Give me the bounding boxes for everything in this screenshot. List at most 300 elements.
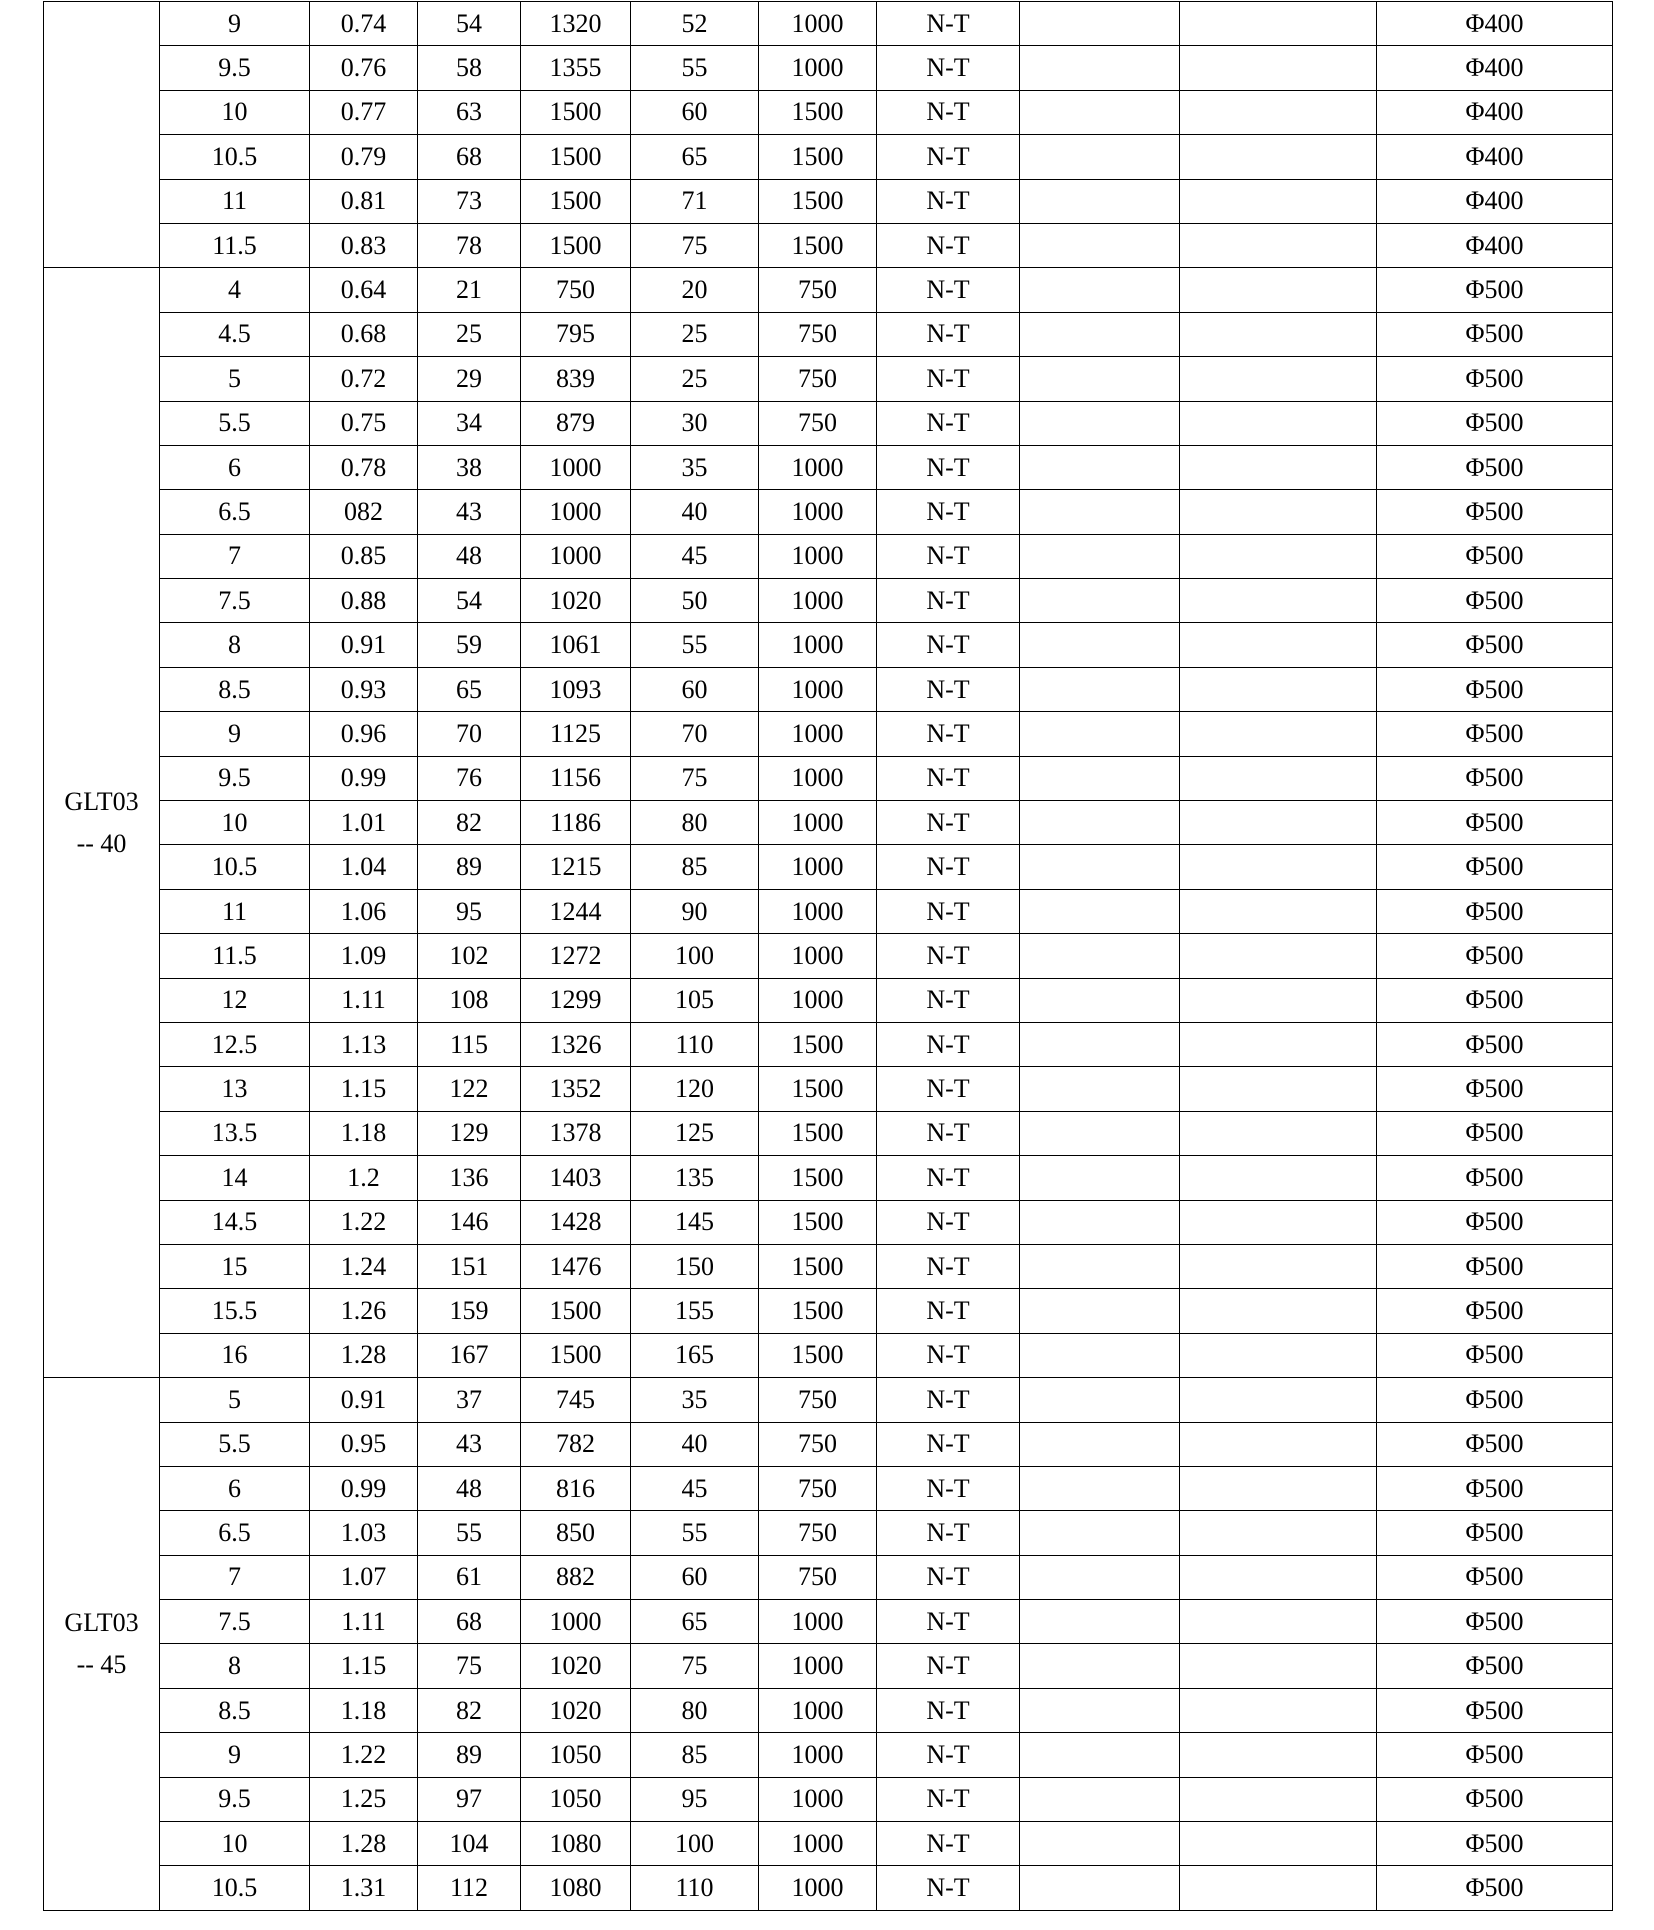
cell-speed: 7 (160, 1555, 310, 1599)
cell-speed: 8.5 (160, 667, 310, 711)
cell-power: 1.22 (310, 1200, 418, 1244)
cell-capacity: 73 (418, 179, 521, 223)
cell-spare-a (1020, 1600, 1180, 1644)
cell-spare-b (1180, 623, 1377, 667)
table-row (44, 312, 1613, 356)
cell-type: N-T (877, 1688, 1020, 1732)
cell-length: 1020 (521, 1644, 631, 1688)
cell-rpm: 1000 (759, 845, 877, 889)
cell-flow: 20 (631, 268, 759, 312)
table-row (44, 1777, 1613, 1821)
cell-capacity: 159 (418, 1289, 521, 1333)
cell-speed: 5.5 (160, 1422, 310, 1466)
cell-length: 1186 (521, 801, 631, 845)
cell-diameter: Φ500 (1377, 1244, 1613, 1288)
cell-power: 1.2 (310, 1156, 418, 1200)
cell-spare-b (1180, 978, 1377, 1022)
cell-spare-b (1180, 579, 1377, 623)
cell-diameter: Φ500 (1377, 490, 1613, 534)
cell-power: 1.24 (310, 1244, 418, 1288)
cell-length: 816 (521, 1466, 631, 1510)
cell-spare-b (1180, 1822, 1377, 1866)
cell-spare-a (1020, 1866, 1180, 1910)
cell-speed: 11.5 (160, 223, 310, 267)
cell-capacity: 59 (418, 623, 521, 667)
cell-spare-a (1020, 268, 1180, 312)
table-row (44, 1333, 1613, 1377)
cell-type: N-T (877, 1466, 1020, 1510)
cell-spare-b (1180, 223, 1377, 267)
cell-length: 1500 (521, 1333, 631, 1377)
cell-spare-b (1180, 1688, 1377, 1732)
cell-rpm: 1500 (759, 1200, 877, 1244)
cell-capacity: 34 (418, 401, 521, 445)
cell-spare-b (1180, 534, 1377, 578)
spec-table-body (44, 2, 1613, 1911)
cell-rpm: 1500 (759, 179, 877, 223)
cell-length: 1125 (521, 712, 631, 756)
cell-diameter: Φ500 (1377, 1111, 1613, 1155)
cell-type: N-T (877, 401, 1020, 445)
cell-spare-b (1180, 1289, 1377, 1333)
cell-speed: 9 (160, 712, 310, 756)
cell-diameter: Φ500 (1377, 1289, 1613, 1333)
cell-spare-a (1020, 1200, 1180, 1244)
cell-diameter: Φ500 (1377, 667, 1613, 711)
table-row (44, 756, 1613, 800)
cell-capacity: 37 (418, 1378, 521, 1422)
cell-spare-a (1020, 1022, 1180, 1066)
cell-rpm: 1500 (759, 135, 877, 179)
cell-diameter: Φ500 (1377, 534, 1613, 578)
table-row (44, 1555, 1613, 1599)
cell-power: 0.68 (310, 312, 418, 356)
table-row (44, 1422, 1613, 1466)
cell-capacity: 95 (418, 889, 521, 933)
cell-diameter: Φ500 (1377, 1466, 1613, 1510)
cell-speed: 15.5 (160, 1289, 310, 1333)
table-row (44, 1111, 1613, 1155)
cell-capacity: 58 (418, 46, 521, 90)
cell-capacity: 136 (418, 1156, 521, 1200)
cell-flow: 75 (631, 756, 759, 800)
cell-diameter: Φ500 (1377, 1067, 1613, 1111)
cell-speed: 7 (160, 534, 310, 578)
cell-type: N-T (877, 1156, 1020, 1200)
cell-rpm: 1000 (759, 1644, 877, 1688)
cell-length: 1378 (521, 1111, 631, 1155)
cell-capacity: 48 (418, 534, 521, 578)
cell-flow: 80 (631, 1688, 759, 1732)
cell-spare-a (1020, 712, 1180, 756)
cell-rpm: 1000 (759, 445, 877, 489)
cell-rpm: 1000 (759, 712, 877, 756)
table-row (44, 445, 1613, 489)
cell-spare-b (1180, 268, 1377, 312)
cell-spare-b (1180, 401, 1377, 445)
cell-capacity: 48 (418, 1466, 521, 1510)
cell-capacity: 82 (418, 1688, 521, 1732)
cell-spare-a (1020, 1511, 1180, 1555)
cell-rpm: 750 (759, 1466, 877, 1510)
cell-capacity: 122 (418, 1067, 521, 1111)
cell-power: 0.78 (310, 445, 418, 489)
cell-flow: 50 (631, 579, 759, 623)
cell-power: 0.99 (310, 1466, 418, 1510)
cell-spare-a (1020, 46, 1180, 90)
cell-speed: 12 (160, 978, 310, 1022)
cell-power: 0.91 (310, 1378, 418, 1422)
cell-length: 1000 (521, 534, 631, 578)
cell-rpm: 1000 (759, 46, 877, 90)
cell-length: 882 (521, 1555, 631, 1599)
cell-spare-b (1180, 845, 1377, 889)
cell-length: 1500 (521, 223, 631, 267)
cell-diameter: Φ500 (1377, 845, 1613, 889)
cell-flow: 25 (631, 357, 759, 401)
cell-speed: 9.5 (160, 756, 310, 800)
cell-speed: 11.5 (160, 934, 310, 978)
cell-type: N-T (877, 268, 1020, 312)
cell-spare-b (1180, 1244, 1377, 1288)
cell-flow: 155 (631, 1289, 759, 1333)
cell-type: N-T (877, 1289, 1020, 1333)
cell-spare-b (1180, 1111, 1377, 1155)
cell-flow: 25 (631, 312, 759, 356)
cell-length: 1000 (521, 490, 631, 534)
cell-speed: 6.5 (160, 1511, 310, 1555)
cell-diameter: Φ500 (1377, 1511, 1613, 1555)
cell-flow: 45 (631, 534, 759, 578)
cell-power: 1.03 (310, 1511, 418, 1555)
cell-spare-b (1180, 135, 1377, 179)
cell-length: 1050 (521, 1733, 631, 1777)
cell-spare-b (1180, 1644, 1377, 1688)
cell-rpm: 1000 (759, 667, 877, 711)
cell-diameter: Φ500 (1377, 1022, 1613, 1066)
cell-capacity: 38 (418, 445, 521, 489)
cell-type: N-T (877, 1067, 1020, 1111)
cell-power: 0.95 (310, 1422, 418, 1466)
cell-speed: 10.5 (160, 845, 310, 889)
cell-type: N-T (877, 1378, 1020, 1422)
cell-speed: 13 (160, 1067, 310, 1111)
cell-power: 0.93 (310, 667, 418, 711)
cell-spare-a (1020, 1244, 1180, 1288)
cell-type: N-T (877, 934, 1020, 978)
cell-flow: 45 (631, 1466, 759, 1510)
cell-flow: 40 (631, 1422, 759, 1466)
cell-rpm: 1000 (759, 1822, 877, 1866)
cell-spare-a (1020, 1289, 1180, 1333)
cell-capacity: 55 (418, 1511, 521, 1555)
cell-rpm: 1500 (759, 1244, 877, 1288)
cell-rpm: 750 (759, 268, 877, 312)
cell-length: 1476 (521, 1244, 631, 1288)
cell-capacity: 43 (418, 490, 521, 534)
cell-power: 1.15 (310, 1644, 418, 1688)
cell-spare-b (1180, 1555, 1377, 1599)
cell-spare-b (1180, 1378, 1377, 1422)
cell-flow: 85 (631, 1733, 759, 1777)
cell-flow: 70 (631, 712, 759, 756)
cell-length: 1020 (521, 579, 631, 623)
cell-diameter: Φ500 (1377, 357, 1613, 401)
cell-type: N-T (877, 534, 1020, 578)
cell-spare-a (1020, 756, 1180, 800)
table-row (44, 801, 1613, 845)
cell-spare-a (1020, 1333, 1180, 1377)
cell-spare-b (1180, 1511, 1377, 1555)
model-cell (44, 1378, 160, 1911)
cell-type: N-T (877, 1511, 1020, 1555)
cell-power: 0.76 (310, 46, 418, 90)
cell-rpm: 1000 (759, 934, 877, 978)
cell-flow: 165 (631, 1333, 759, 1377)
cell-rpm: 1000 (759, 801, 877, 845)
cell-flow: 60 (631, 1555, 759, 1599)
cell-spare-b (1180, 1866, 1377, 1910)
cell-spare-a (1020, 534, 1180, 578)
cell-flow: 145 (631, 1200, 759, 1244)
cell-power: 082 (310, 490, 418, 534)
model-label: -- 45 (76, 1649, 127, 1679)
cell-flow: 110 (631, 1866, 759, 1910)
cell-rpm: 1000 (759, 1688, 877, 1732)
cell-power: 1.06 (310, 889, 418, 933)
table-row (44, 1600, 1613, 1644)
cell-rpm: 750 (759, 401, 877, 445)
model-label: -- 40 (76, 828, 127, 858)
cell-speed: 9 (160, 2, 310, 46)
cell-diameter: Φ400 (1377, 90, 1613, 134)
cell-rpm: 1000 (759, 2, 877, 46)
table-row (44, 490, 1613, 534)
cell-speed: 8.5 (160, 1688, 310, 1732)
cell-spare-a (1020, 1822, 1180, 1866)
cell-spare-a (1020, 1733, 1180, 1777)
table-row (44, 1644, 1613, 1688)
cell-capacity: 104 (418, 1822, 521, 1866)
cell-capacity: 70 (418, 712, 521, 756)
cell-spare-a (1020, 401, 1180, 445)
cell-speed: 8 (160, 623, 310, 667)
cell-spare-a (1020, 1644, 1180, 1688)
cell-length: 1215 (521, 845, 631, 889)
table-row (44, 845, 1613, 889)
cell-spare-a (1020, 1378, 1180, 1422)
cell-rpm: 750 (759, 357, 877, 401)
cell-power: 0.85 (310, 534, 418, 578)
cell-spare-a (1020, 1111, 1180, 1155)
cell-diameter: Φ500 (1377, 1600, 1613, 1644)
cell-rpm: 1000 (759, 1866, 877, 1910)
cell-capacity: 61 (418, 1555, 521, 1599)
cell-spare-b (1180, 179, 1377, 223)
cell-diameter: Φ400 (1377, 179, 1613, 223)
cell-spare-b (1180, 1600, 1377, 1644)
cell-power: 0.74 (310, 2, 418, 46)
cell-type: N-T (877, 889, 1020, 933)
cell-flow: 30 (631, 401, 759, 445)
cell-power: 1.13 (310, 1022, 418, 1066)
cell-capacity: 54 (418, 579, 521, 623)
cell-capacity: 129 (418, 1111, 521, 1155)
table-row (44, 1067, 1613, 1111)
cell-speed: 15 (160, 1244, 310, 1288)
cell-spare-a (1020, 1067, 1180, 1111)
cell-capacity: 25 (418, 312, 521, 356)
table-row (44, 579, 1613, 623)
cell-spare-b (1180, 445, 1377, 489)
table-row (44, 357, 1613, 401)
cell-type: N-T (877, 1200, 1020, 1244)
cell-speed: 7.5 (160, 579, 310, 623)
cell-capacity: 76 (418, 756, 521, 800)
cell-spare-a (1020, 357, 1180, 401)
table-row (44, 1200, 1613, 1244)
cell-spare-b (1180, 1777, 1377, 1821)
cell-capacity: 146 (418, 1200, 521, 1244)
cell-power: 0.72 (310, 357, 418, 401)
cell-type: N-T (877, 579, 1020, 623)
cell-capacity: 97 (418, 1777, 521, 1821)
cell-rpm: 1000 (759, 889, 877, 933)
table-row (44, 978, 1613, 1022)
cell-length: 839 (521, 357, 631, 401)
cell-power: 1.26 (310, 1289, 418, 1333)
table-row (44, 534, 1613, 578)
cell-type: N-T (877, 1333, 1020, 1377)
cell-diameter: Φ500 (1377, 1555, 1613, 1599)
cell-power: 0.91 (310, 623, 418, 667)
cell-diameter: Φ500 (1377, 445, 1613, 489)
cell-speed: 10 (160, 801, 310, 845)
cell-spare-b (1180, 357, 1377, 401)
cell-diameter: Φ400 (1377, 46, 1613, 90)
cell-diameter: Φ500 (1377, 1644, 1613, 1688)
cell-flow: 65 (631, 135, 759, 179)
table-row (44, 223, 1613, 267)
cell-diameter: Φ500 (1377, 801, 1613, 845)
cell-power: 1.31 (310, 1866, 418, 1910)
cell-length: 879 (521, 401, 631, 445)
cell-rpm: 1000 (759, 579, 877, 623)
cell-spare-a (1020, 845, 1180, 889)
cell-length: 795 (521, 312, 631, 356)
cell-flow: 80 (631, 801, 759, 845)
cell-spare-b (1180, 1067, 1377, 1111)
cell-power: 1.07 (310, 1555, 418, 1599)
cell-flow: 75 (631, 223, 759, 267)
table-row (44, 2, 1613, 46)
cell-speed: 6 (160, 1466, 310, 1510)
cell-length: 1000 (521, 1600, 631, 1644)
cell-diameter: Φ500 (1377, 1733, 1613, 1777)
cell-flow: 60 (631, 667, 759, 711)
cell-diameter: Φ500 (1377, 978, 1613, 1022)
table-row (44, 1733, 1613, 1777)
table-row (44, 1866, 1613, 1910)
model-cell (44, 2, 160, 268)
cell-length: 1156 (521, 756, 631, 800)
cell-type: N-T (877, 845, 1020, 889)
cell-spare-a (1020, 1466, 1180, 1510)
cell-power: 1.01 (310, 801, 418, 845)
cell-spare-a (1020, 90, 1180, 134)
spec-table (43, 1, 1613, 1911)
table-row (44, 712, 1613, 756)
table-row (44, 268, 1613, 312)
cell-speed: 10.5 (160, 1866, 310, 1910)
cell-spare-b (1180, 1156, 1377, 1200)
cell-diameter: Φ500 (1377, 934, 1613, 978)
cell-flow: 71 (631, 179, 759, 223)
table-row (44, 1466, 1613, 1510)
cell-length: 1352 (521, 1067, 631, 1111)
cell-flow: 125 (631, 1111, 759, 1155)
cell-power: 1.15 (310, 1067, 418, 1111)
table-row (44, 179, 1613, 223)
cell-spare-b (1180, 667, 1377, 711)
cell-type: N-T (877, 223, 1020, 267)
cell-type: N-T (877, 135, 1020, 179)
cell-type: N-T (877, 46, 1020, 90)
cell-capacity: 68 (418, 1600, 521, 1644)
cell-type: N-T (877, 1244, 1020, 1288)
cell-power: 0.99 (310, 756, 418, 800)
model-cell (44, 268, 160, 1378)
cell-power: 1.18 (310, 1111, 418, 1155)
cell-diameter: Φ500 (1377, 712, 1613, 756)
cell-diameter: Φ500 (1377, 1866, 1613, 1910)
cell-rpm: 1500 (759, 1333, 877, 1377)
cell-flow: 150 (631, 1244, 759, 1288)
cell-capacity: 108 (418, 978, 521, 1022)
cell-spare-b (1180, 1200, 1377, 1244)
cell-capacity: 43 (418, 1422, 521, 1466)
cell-speed: 10 (160, 90, 310, 134)
table-row (44, 1022, 1613, 1066)
cell-length: 1500 (521, 1289, 631, 1333)
cell-flow: 120 (631, 1067, 759, 1111)
cell-capacity: 167 (418, 1333, 521, 1377)
cell-length: 1403 (521, 1156, 631, 1200)
cell-length: 1428 (521, 1200, 631, 1244)
cell-capacity: 63 (418, 90, 521, 134)
cell-flow: 55 (631, 1511, 759, 1555)
cell-length: 1500 (521, 90, 631, 134)
cell-speed: 5 (160, 1378, 310, 1422)
cell-speed: 8 (160, 1644, 310, 1688)
table-row (44, 1244, 1613, 1288)
cell-flow: 85 (631, 845, 759, 889)
cell-type: N-T (877, 1555, 1020, 1599)
table-row (44, 889, 1613, 933)
cell-type: N-T (877, 801, 1020, 845)
cell-flow: 35 (631, 445, 759, 489)
cell-speed: 10 (160, 1822, 310, 1866)
cell-rpm: 1000 (759, 1777, 877, 1821)
cell-type: N-T (877, 312, 1020, 356)
cell-spare-a (1020, 2, 1180, 46)
cell-flow: 65 (631, 1600, 759, 1644)
cell-power: 1.25 (310, 1777, 418, 1821)
cell-speed: 14.5 (160, 1200, 310, 1244)
cell-length: 1000 (521, 445, 631, 489)
cell-flow: 75 (631, 1644, 759, 1688)
cell-spare-a (1020, 978, 1180, 1022)
